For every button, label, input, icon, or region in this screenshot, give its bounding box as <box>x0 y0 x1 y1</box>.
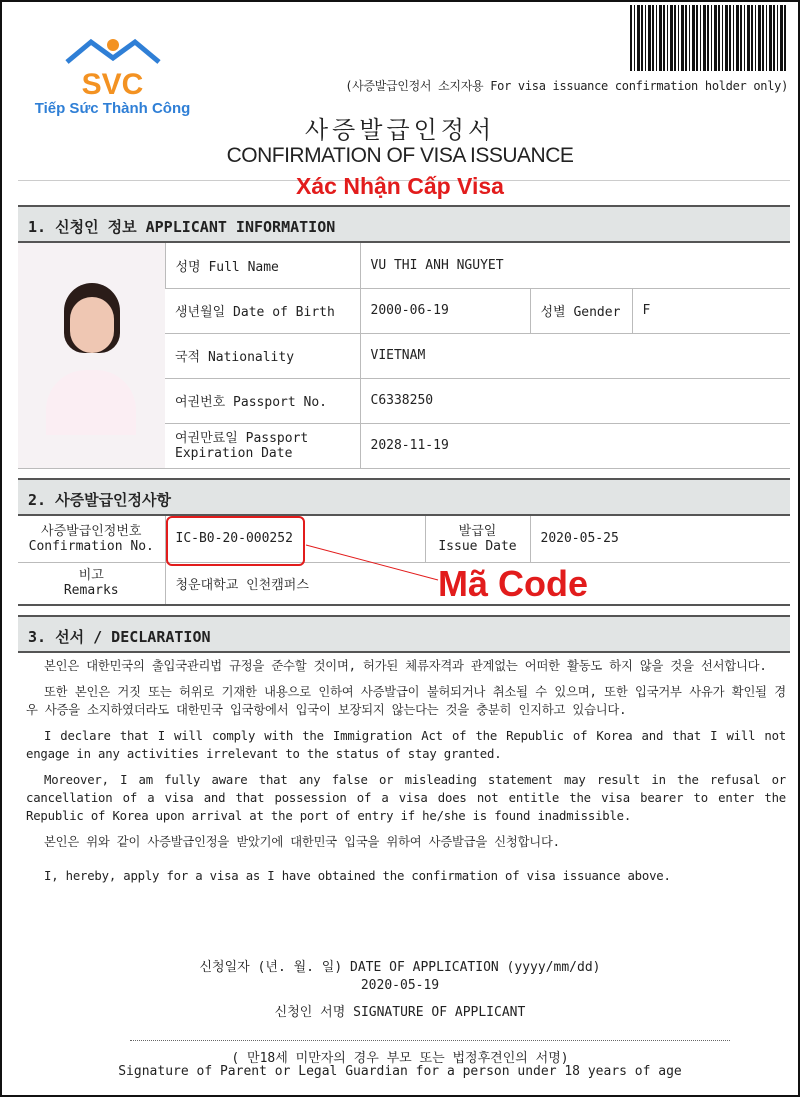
declaration-paragraph: Moreover, I am fully aware that any false or misleading statement may result in the refusal or cancellation of a visa and that possession of a visa does not entitle the visa bearer to enter the Republic of Korea upon arrival at the port of entry if he/she is found inadmissible. <box>26 773 786 823</box>
declaration-text <box>26 657 786 893</box>
dob-value: 2000-06-19 <box>360 288 530 333</box>
declaration-paragraph: I, hereby, apply for a visa as I have obtained the confirmation of visa issuance above. <box>44 869 671 883</box>
issue-date-value: 2020-05-25 <box>530 516 790 562</box>
section3-header: 3. 선서 / DECLARATION <box>18 615 790 653</box>
remarks-value: 청운대학교 인천캠퍼스 <box>165 562 790 605</box>
declaration-paragraph: 본인은 위와 같이 사증발급인정을 받았기에 대한민국 입국을 위하여 사증발급을 신청합니다. <box>44 835 560 849</box>
remarks-label-en: Remarks <box>63 583 119 599</box>
passport-label: 여권번호 Passport No. <box>165 378 360 423</box>
application-date: 2020-05-19 <box>360 978 440 993</box>
title-korean: 사증발급인정서 <box>304 116 496 144</box>
dob-label: 생년월일 Date of Birth <box>165 288 360 333</box>
full-name-value: VU THI ANH NGUYET <box>360 243 790 288</box>
application-date-label: 신청일자 (년. 월. 일) DATE OF APPLICATION (yyyy/mm/dd) <box>199 960 601 975</box>
signature-line <box>130 1040 730 1041</box>
expiry-label-ko: 여권만료일 Passport <box>175 430 309 446</box>
declaration-paragraph: I declare that I will comply with the Immigration Act of the Republic of Korea and that I will not engage in any activities irrelevant to the status of stay granted. <box>26 729 786 761</box>
title-english: CONFIRMATION OF VISA ISSUANCE <box>226 144 574 167</box>
conf-label-en: Confirmation No. <box>28 538 154 554</box>
nationality-value: VIETNAM <box>360 333 790 378</box>
declaration-paragraph: 본인은 대한민국의 출입국관리법 규정을 준수할 것이며, 허가된 체류자격과 관계없는 어떠한 활동도 하지 않을 것을 선서합니다. <box>44 659 767 673</box>
section1-header: 1. 신청인 정보 APPLICANT INFORMATION <box>18 205 790 243</box>
declaration-paragraph: 또한 본인은 거짓 또는 허위로 기재한 내용으로 인하여 사증발급이 불허되거나 취소될 수 있으며, 또한 입국거부 사유가 확인될 경우 사증을 소지하였더라도 대한민국 입국항에서 입국이 보장되지 않는다는 것을 충분히 인지하고 있습니다. <box>26 685 786 717</box>
logo-slogan: Tiếp Sức Thành Công <box>34 100 191 117</box>
issue-label-ko: 발급일 <box>458 523 497 539</box>
expiry-value: 2028-11-19 <box>360 423 790 468</box>
holder-note: (사증발급인정서 소지자용 For visa issuance confirmation holder only) <box>345 79 788 93</box>
confirmation-no-value: IC-B0-20-000252 <box>165 516 425 562</box>
expiry-label-en: Expiration Date <box>175 445 293 461</box>
conf-label-ko: 사증발급인정번호 <box>41 523 142 539</box>
issue-label-en: Issue Date <box>438 538 517 554</box>
code-annotation: Mã Code <box>438 563 589 604</box>
section2-header: 2. 사증발급인정사항 <box>18 478 790 516</box>
nationality-label: 국적 Nationality <box>165 333 360 378</box>
gender-label: 성별 Gender <box>530 288 632 333</box>
gender-value: F <box>632 288 790 333</box>
guardian-label-en: Signature of Parent or Legal Guardian for a person under 18 years of age <box>118 1064 682 1079</box>
guardian-label-ko: ( 만18세 미만자의 경우 부모 또는 법정후견인의 서명) <box>231 1051 569 1066</box>
title-vietnamese: Xác Nhận Cấp Visa <box>296 173 504 199</box>
passport-value: C6338250 <box>360 378 790 423</box>
signature-label: 신청인 서명 SIGNATURE OF APPLICANT <box>274 1005 526 1020</box>
full-name-label: 성명 Full Name <box>165 243 360 288</box>
logo-brand: SVC <box>81 68 144 101</box>
remarks-label-ko: 비고 <box>78 568 104 584</box>
